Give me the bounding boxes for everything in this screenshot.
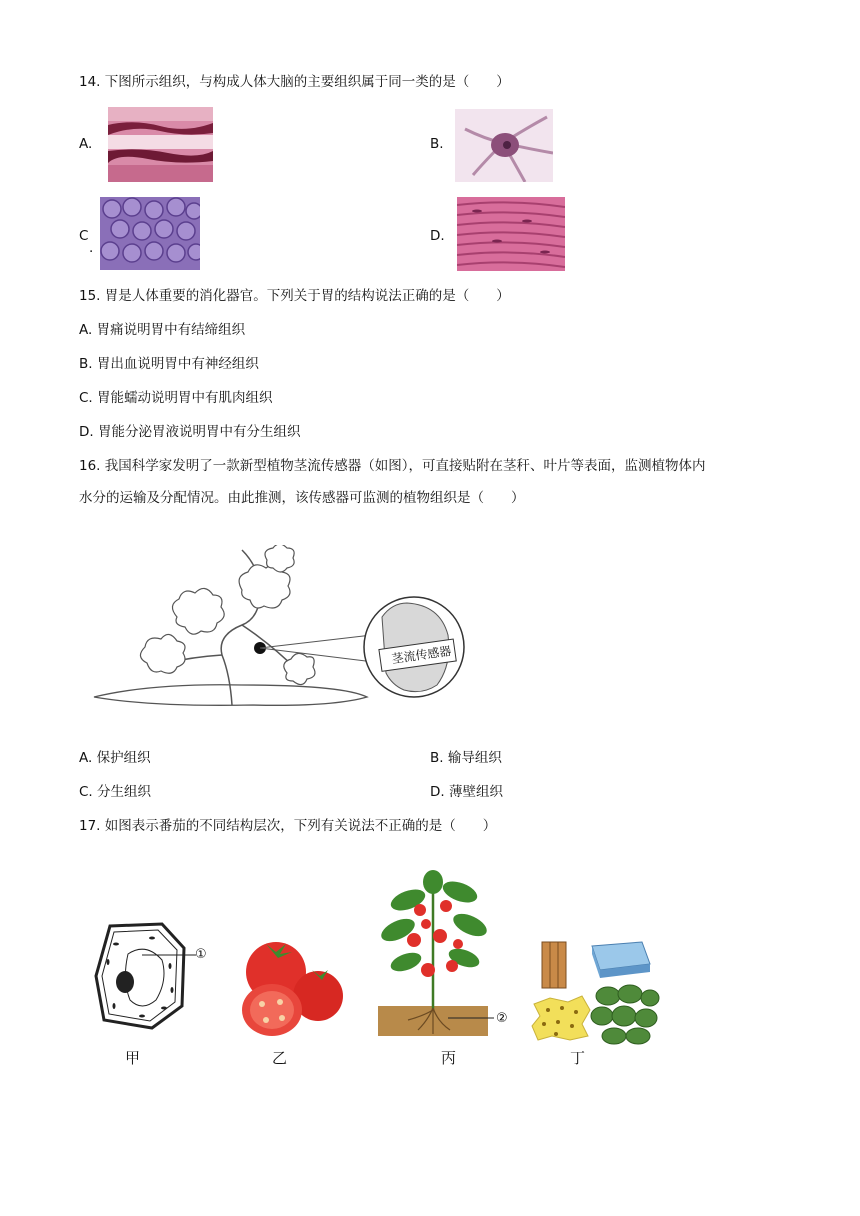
q14-option-d-label[interactable]: D. bbox=[430, 228, 445, 244]
q15-option-c[interactable]: C. 胃能蠕动说明胃中有肌肉组织 bbox=[79, 390, 273, 406]
question-16-stem-line2: 水分的运输及分配情况。由此推测，该传感器可监测的植物组织是（ ） bbox=[79, 490, 525, 506]
plant-tissues-figure bbox=[530, 940, 660, 1045]
plant-sensor-figure bbox=[92, 545, 467, 715]
q14-option-c-label[interactable]: C bbox=[79, 228, 89, 244]
q14-option-b-label[interactable]: B. bbox=[430, 136, 444, 152]
stem-flow-sensor-label: 茎流传感器 bbox=[390, 643, 453, 667]
q16-option-c[interactable]: C. 分生组织 bbox=[79, 784, 152, 800]
epithelial-tissue-image bbox=[108, 107, 213, 182]
plant-cell-figure bbox=[92, 920, 222, 1045]
label-ding: 丁 bbox=[570, 1049, 586, 1067]
q16-option-b[interactable]: B. 输导组织 bbox=[430, 750, 502, 766]
question-17-stem: 17. 如图表示番茄的不同结构层次，下列有关说法不正确的是（ ） bbox=[79, 818, 497, 834]
marker-2: ② bbox=[496, 1011, 508, 1026]
nerve-cell-image bbox=[455, 109, 553, 182]
q15-option-b[interactable]: B. 胃出血说明胃中有神经组织 bbox=[79, 356, 259, 372]
question-15-stem: 15. 胃是人体重要的消化器官。下列关于胃的结构说法正确的是（ ） bbox=[79, 288, 510, 304]
tomato-fruit-figure bbox=[236, 940, 344, 1040]
marker-1: ① bbox=[195, 947, 207, 962]
q15-option-d[interactable]: D. 胃能分泌胃液说明胃中有分生组织 bbox=[79, 424, 301, 440]
q16-option-d[interactable]: D. 薄壁组织 bbox=[430, 784, 503, 800]
question-14-stem: 14. 下图所示组织，与构成人体大脑的主要组织属于同一类的是（ ） bbox=[79, 74, 510, 90]
muscle-tissue-image bbox=[457, 197, 565, 271]
q14-option-c-dot: . bbox=[89, 240, 94, 256]
q15-option-a[interactable]: A. 胃痛说明胃中有结缔组织 bbox=[79, 322, 246, 338]
label-yi: 乙 bbox=[272, 1049, 288, 1067]
question-16-stem-line1: 16. 我国科学家发明了一款新型植物茎流传感器（如图），可直接贴附在茎秆、叶片等表面，监测植物体内 bbox=[79, 458, 706, 474]
connective-tissue-image bbox=[100, 197, 200, 270]
tomato-plant-figure bbox=[378, 870, 518, 1042]
label-jia: 甲 bbox=[125, 1049, 141, 1067]
label-bing: 丙 bbox=[441, 1049, 457, 1067]
q16-option-a[interactable]: A. 保护组织 bbox=[79, 750, 151, 766]
q14-option-a-label[interactable]: A. bbox=[79, 136, 93, 152]
